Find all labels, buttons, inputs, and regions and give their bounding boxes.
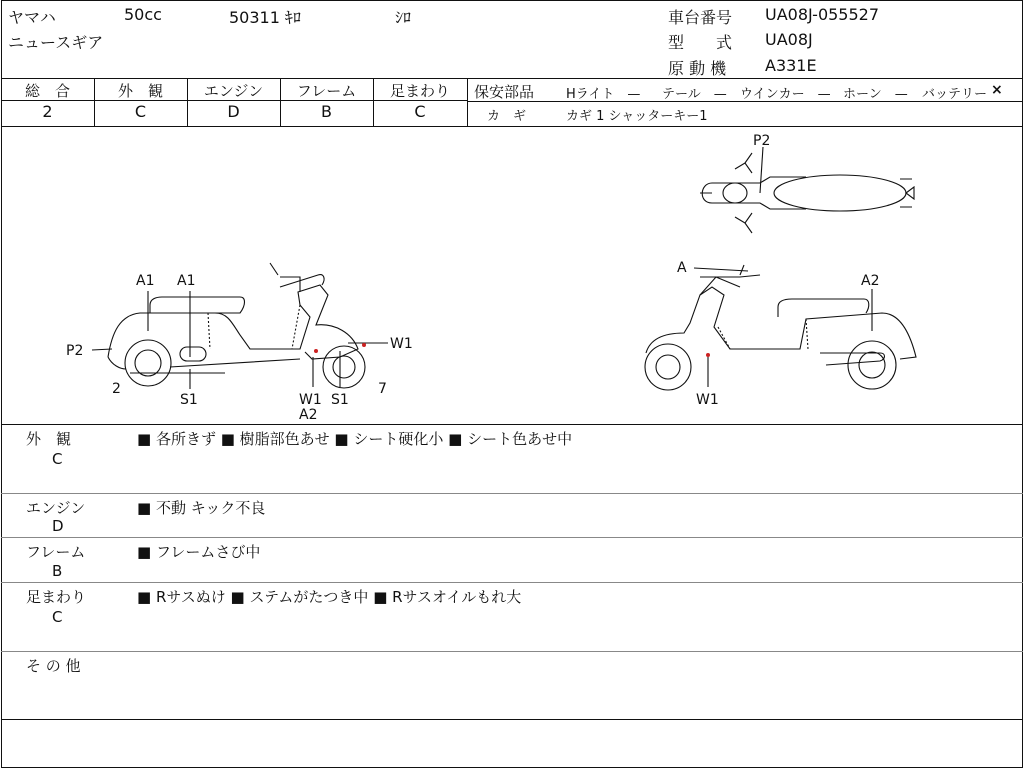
grade-suspension-value: C (414, 102, 426, 121)
safety-label: 保安部品 (474, 83, 535, 101)
model-name: ニュースギア (8, 33, 104, 52)
grade-frame-label: フレーム (296, 82, 357, 100)
leader-p2-top (760, 147, 763, 193)
displacement: 50cc (124, 5, 162, 24)
scooter-diagram (0, 127, 1024, 424)
mark-a1-mid: A1 (177, 273, 196, 289)
section-exterior-text: ■ 各所きず ■ 樹脂部色あせ ■ シート硬化小 ■ シート色あせ中 (137, 430, 573, 448)
mark-s1-front: S1 (331, 392, 349, 408)
leader-a-right (694, 268, 748, 271)
chassis-value: UA08J-055527 (765, 5, 880, 24)
section-exterior-grade: C (52, 450, 63, 468)
section-exterior-title: 外 観 (26, 430, 72, 448)
rule-sec-5 (1, 719, 1023, 720)
color: ｼﾛ (395, 8, 412, 27)
mark-a1-rear: A1 (136, 273, 155, 289)
mark-num-7: 7 (378, 381, 387, 397)
damage-mark-2 (362, 343, 366, 347)
type-label: 型 式 (668, 33, 733, 52)
mark-p2-top: P2 (753, 133, 771, 149)
rule-sec-2 (1, 537, 1023, 538)
safety-headlight: Hライト — (566, 87, 641, 102)
safety-taillight: テール — (662, 87, 727, 102)
grade-suspension-label: 足まわり (389, 82, 450, 100)
keys-value: カギ 1 シャッターキー1 (566, 109, 708, 124)
rule-grade-col-5 (467, 78, 468, 126)
mark-a-right: A (677, 260, 687, 276)
mark-w1-right: W1 (390, 336, 413, 352)
grade-engine-label: エンジン (203, 82, 264, 100)
grade-exterior-value: C (134, 102, 147, 121)
grade-engine-value: D (227, 102, 240, 121)
section-suspension-grade: C (52, 608, 63, 626)
safety-battery-value: × (991, 82, 1003, 98)
scooter-top-view (700, 153, 914, 233)
damage-mark-1 (314, 349, 318, 353)
engine-value: A331E (765, 56, 817, 75)
mark-s1-left: S1 (180, 392, 198, 408)
grade-overall-value: 2 (42, 102, 53, 121)
engine-label: 原 動 機 (668, 59, 727, 78)
mark-w1-bottom: W1 (299, 392, 322, 408)
rule-diagram-bottom (1, 424, 1023, 425)
safety-battery-label: バッテリー (922, 87, 988, 102)
mark-num-2: 2 (112, 381, 121, 397)
grade-overall-label: 総 合 (24, 82, 70, 100)
maker: ヤマハ (8, 8, 56, 27)
section-frame-grade: B (52, 562, 63, 580)
rule-sec-3 (1, 582, 1023, 583)
section-suspension-text: ■ Rサスぬけ ■ ステムがたつき中 ■ Rサスオイルもれ大 (137, 588, 522, 606)
mark-p2-left: P2 (66, 343, 84, 359)
rule-sec-1 (1, 493, 1023, 494)
section-frame-text: ■ フレームさび中 (137, 543, 261, 561)
section-other-title: そ の 他 (26, 657, 81, 675)
damage-mark-3 (706, 353, 710, 357)
mark-a2-right: A2 (861, 273, 880, 289)
grade-exterior-label: 外 観 (117, 82, 163, 100)
keys-label: カ ギ (487, 109, 527, 124)
safety-horn: ホーン — (843, 87, 908, 102)
mark-a2-bottom: A2 (299, 407, 318, 423)
section-frame-title: フレーム (26, 543, 86, 561)
section-engine-text: ■ 不動 キック不良 (137, 499, 266, 517)
chassis-label: 車台番号 (668, 8, 733, 27)
mark-w1-right-view: W1 (696, 392, 719, 408)
rule-sec-4 (1, 651, 1023, 652)
type-value: UA08J (765, 30, 813, 49)
safety-winker: ウインカー — (740, 87, 831, 102)
section-engine-grade: D (52, 517, 64, 535)
section-suspension-title: 足まわり (26, 588, 87, 606)
section-engine-title: エンジン (26, 499, 86, 517)
rule-header-bottom (1, 78, 1023, 79)
mileage: 50311 ｷﾛ (229, 8, 301, 27)
grade-frame-value: B (321, 102, 332, 121)
